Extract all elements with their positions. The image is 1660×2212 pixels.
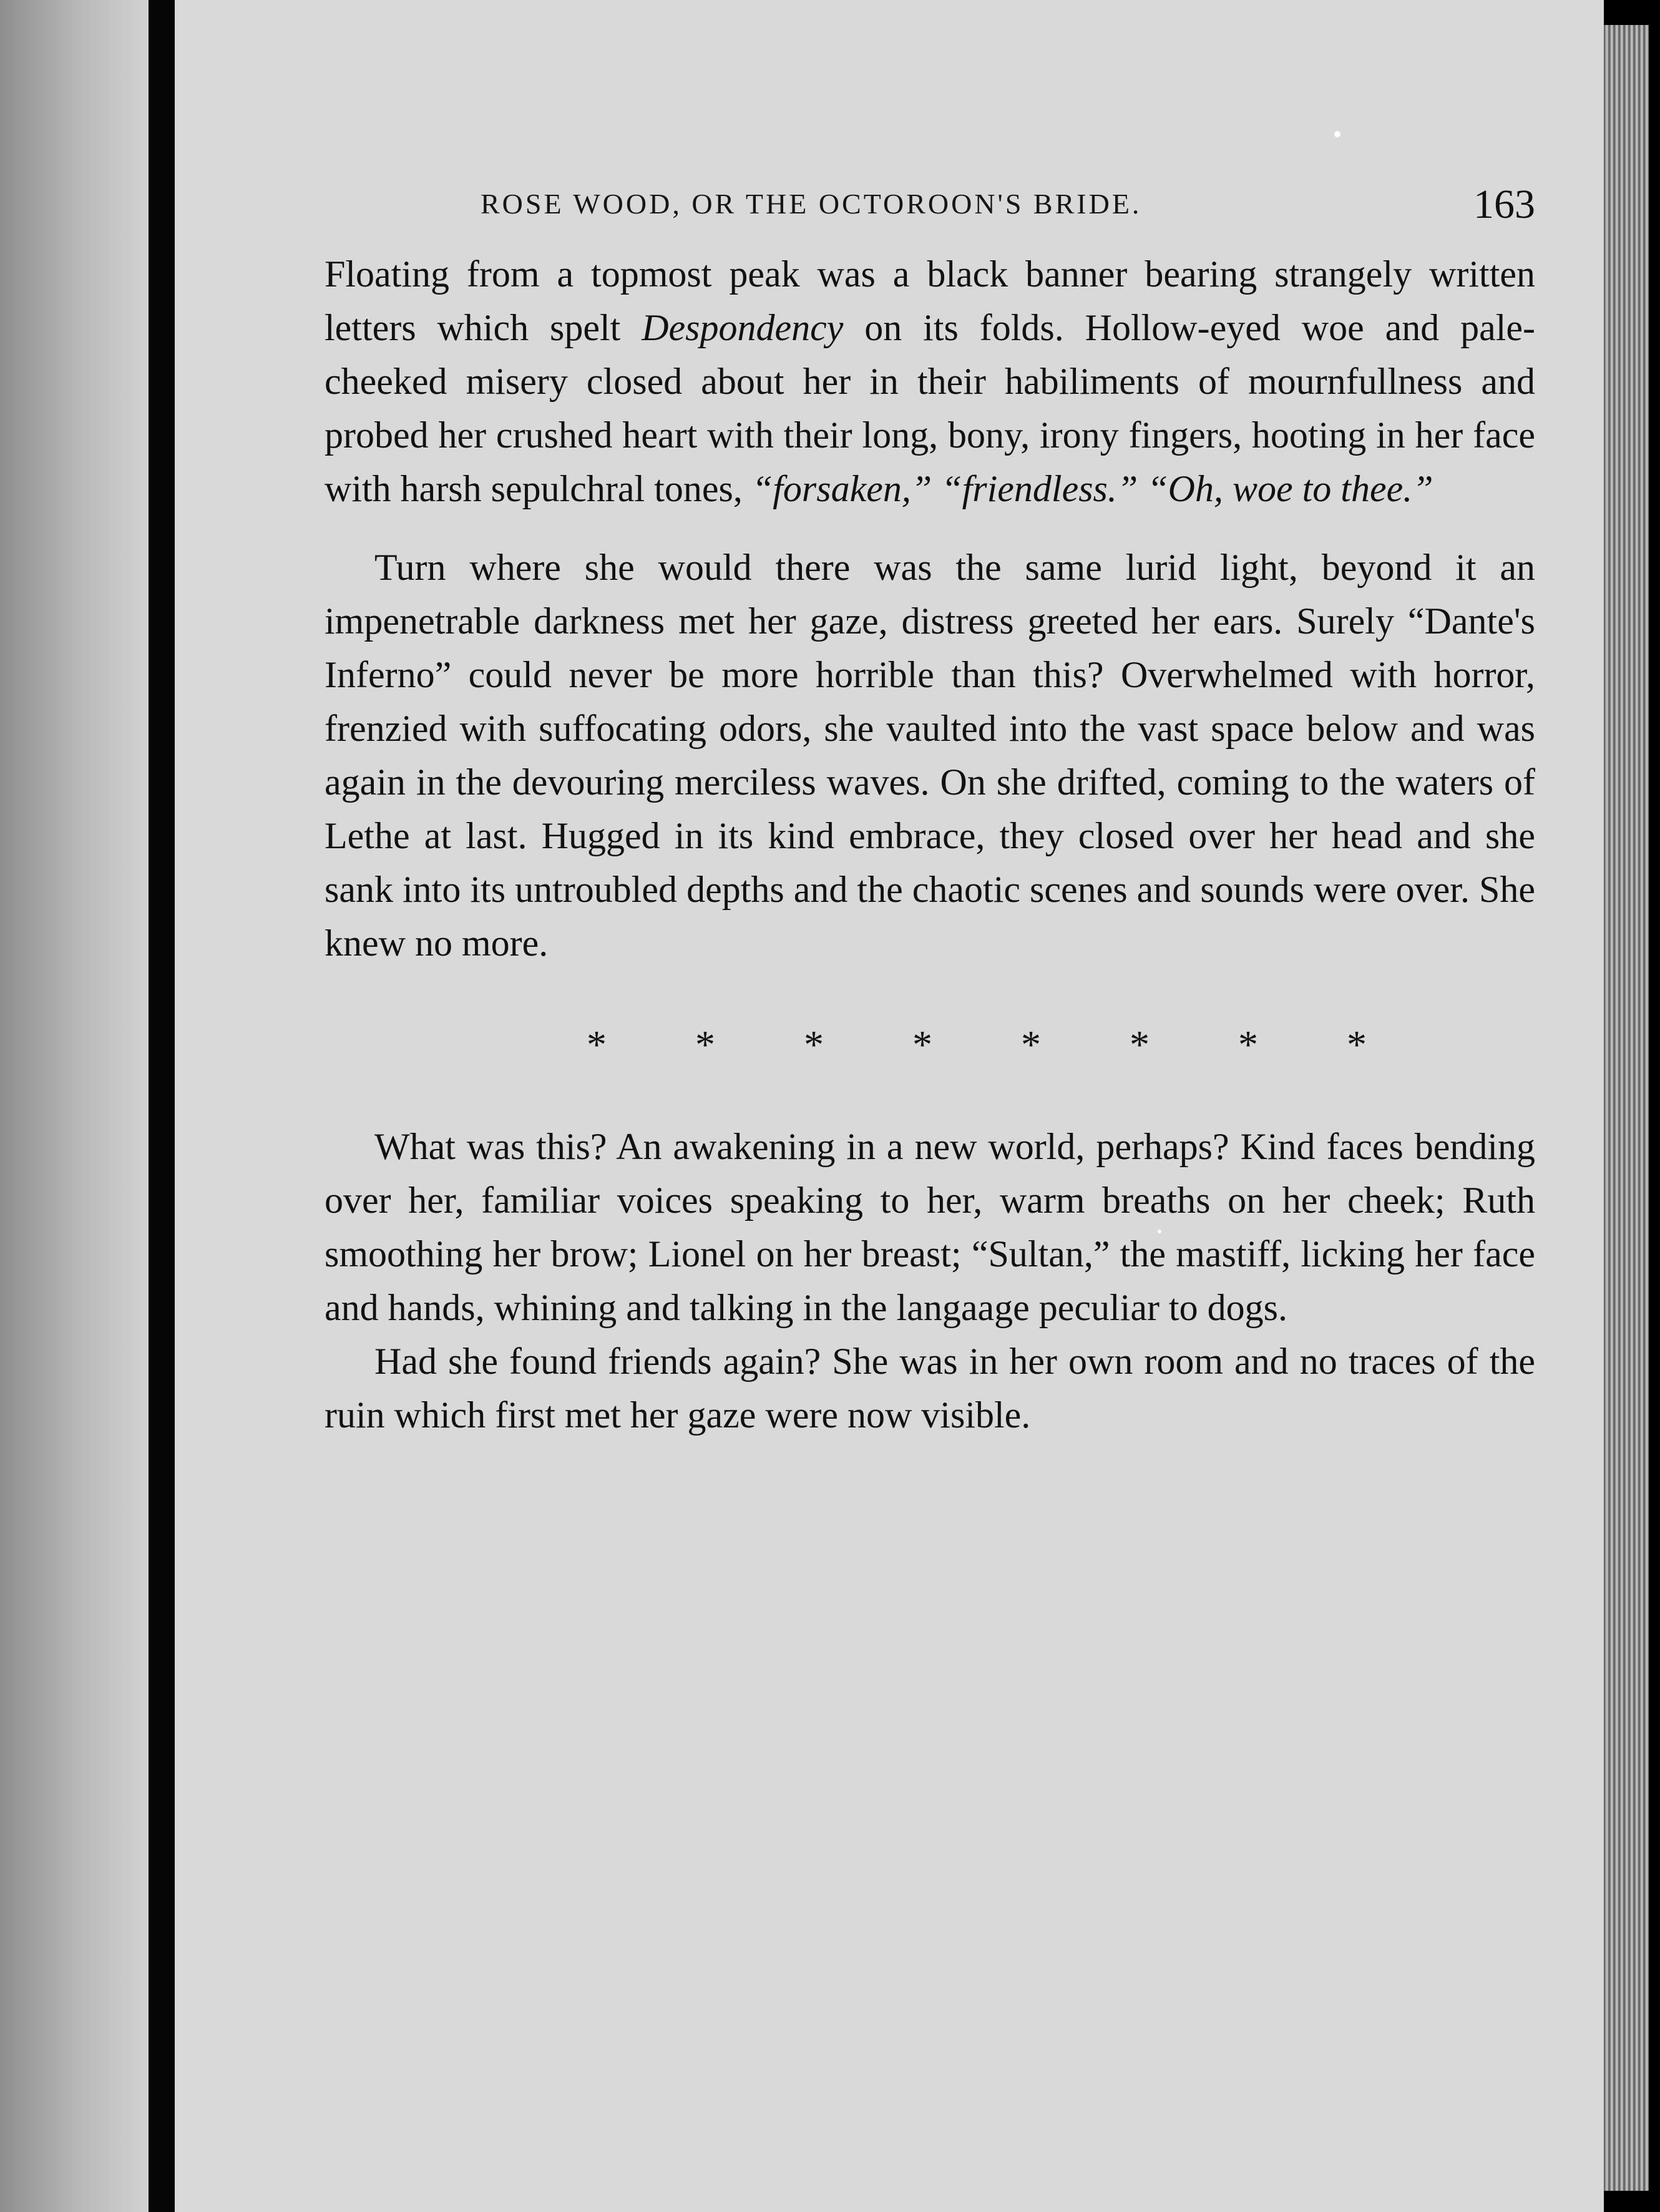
paragraph-turn-where: Turn where she would there was the same lurid light, beyond it an impenetrable darkness met her gaze, distress greeted her ears. Surely “Dante's Inferno” could never be more horrible than this? Overwhelmed with horror, frenzied with suffocating odors, she vaulted into the vast space below and was again in the devouring merciless waves. On she drifted, coming to the waters of Lethe at last. Hugged in its kind embrace, they closed over her head and she sank into its untroubled depths and the chaotic scenes and sounds were over. She knew no more. [325,547,1535,964]
asterisk: * [804,1022,824,1067]
asterisk: * [587,1022,607,1067]
asterisk: * [1238,1022,1258,1067]
book-page [175,0,1604,2212]
post-break-section [325,1120,1535,1442]
italic-oh-woe-to-thee: “Oh, woe to thee.” [1147,468,1433,509]
asterisk: * [912,1022,932,1067]
text-run: on its folds. Hollow-eyed woe and pale-cheeked misery closed about her in their habiliments of mournfullness and probed her crushed heart with their long, bony, irony fingers, hooting in her face with harsh sepulchral tones, [325,307,1535,509]
text-run: Floating from a topmost peak was a black banner bearing strangely written letters which spelt [325,253,1535,348]
asterisk: * [695,1022,715,1067]
italic-friendless: “friendless.” [941,468,1138,509]
text-run [1138,468,1147,509]
italic-despondency: Despondency [642,307,844,348]
page-content [325,181,1535,1442]
text-run [932,468,941,509]
section-break [587,1007,1367,1082]
running-title: ROSE WOOD, OR THE OCTOROON'S BRIDE. [481,188,1142,220]
paragraph-had-she-found: Had she found friends again? She was in her own room and no traces of the ruin which first met her gaze were now visible. [325,1341,1535,1436]
paragraph-floating-banner [325,247,1535,516]
scan-border [1649,0,1660,2212]
asterisk: * [1347,1022,1367,1067]
binding-gutter [149,0,175,2212]
page-stack-edges [1604,25,1649,2191]
asterisk: * [1021,1022,1041,1067]
running-head [325,181,1535,231]
adjacent-page-edge [0,0,149,2212]
asterisk: * [1130,1022,1150,1067]
italic-forsaken: “forsaken,” [751,468,932,509]
page-number: 163 [1473,182,1535,227]
paragraph-what-was-this: What was this? An awakening in a new world, perhaps? Kind faces bending over her, familiar voices speaking to her, warm breaths on her cheek; Ruth smoothing her brow; Lionel on her breast; “Sultan,” the mastiff, licking her face and hands, whining and talking in the langaage peculiar to dogs. [325,1126,1535,1328]
scan-speck [1334,131,1340,137]
